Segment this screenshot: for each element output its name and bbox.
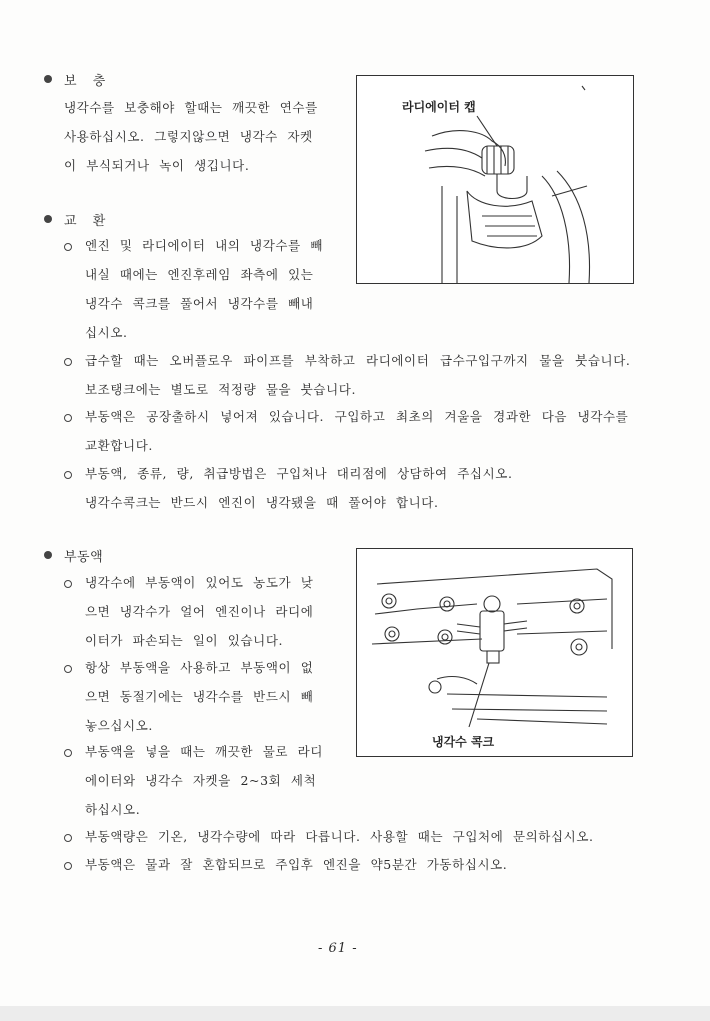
list-item-line: 으면 냉각수가 얼어 엔진이나 라디에 xyxy=(85,604,314,619)
page-number: - 61 - xyxy=(318,941,358,956)
coolant-cock-illustration xyxy=(357,549,632,756)
list-bullet xyxy=(64,834,72,842)
list-item-line: 보조탱크에는 별도로 적정량 물을 붓습니다. xyxy=(85,382,357,397)
list-bullet xyxy=(64,862,72,870)
list-item-line: 부동액은 공장출하시 넣어져 있습니다. 구입하고 최초의 겨울을 경과한 다음 냉각수를 xyxy=(85,409,629,424)
list-bullet xyxy=(64,358,72,366)
list-item-line: 놓으십시오. xyxy=(85,718,153,733)
list-item-line: 교환합니다. xyxy=(85,438,153,453)
list-bullet xyxy=(64,665,72,673)
list-item-line: 이터가 파손되는 일이 있습니다. xyxy=(85,633,284,648)
paragraph-line: 냉각수를 보충해야 할때는 깨끗한 연수를 xyxy=(64,100,318,115)
paragraph-line: 사용하십시오. 그렇지않으면 냉각수 자켓 xyxy=(64,129,313,144)
list-item-line: 내실 때에는 엔진후레임 좌측에 있는 xyxy=(85,267,314,282)
radiator-cap-illustration xyxy=(357,76,633,283)
list-item-line: 엔진 및 라디에이터 내의 냉각수를 빼 xyxy=(85,238,323,253)
list-item-line: 냉각수콕크는 반드시 엔진이 냉각됐을 때 풀어야 합니다. xyxy=(85,495,439,510)
list-item-line: 냉각수에 부동액이 있어도 농도가 낮 xyxy=(85,575,314,590)
list-item-line: 부동액, 종류, 량, 취급방법은 구입처나 대리점에 상담하여 주십시오. xyxy=(85,466,513,481)
list-bullet xyxy=(64,749,72,757)
list-item-line: 부동액을 넣을 때는 깨끗한 물로 라디 xyxy=(85,744,323,759)
coolant-cock-label: 냉각수 콕크 xyxy=(432,735,495,749)
list-bullet xyxy=(64,580,72,588)
section-bullet xyxy=(44,75,52,83)
list-item-line: 부동액량은 기온, 냉각수량에 따라 다릅니다. 사용할 때는 구입처에 문의하십시오. xyxy=(85,829,594,844)
coolant-cock-figure xyxy=(356,548,633,757)
section-bullet xyxy=(44,551,52,559)
list-item-line: 급수할 때는 오버플로우 파이프를 부착하고 라디에이터 급수구입구까지 물을 붓습니다. xyxy=(85,353,631,368)
section-heading-antifreeze: 부동액 xyxy=(64,550,104,565)
list-bullet xyxy=(64,243,72,251)
list-item-line: 항상 부동액을 사용하고 부동액이 없 xyxy=(85,660,314,675)
radiator-cap-label: 라디에이터 캡 xyxy=(402,100,476,114)
list-bullet xyxy=(64,414,72,422)
section-bullet xyxy=(44,215,52,223)
radiator-cap-figure xyxy=(356,75,634,284)
section-heading-replenish: 보 충 xyxy=(64,74,112,89)
scan-edge xyxy=(0,1006,710,1021)
section-heading-exchange: 교 환 xyxy=(64,214,112,229)
list-bullet xyxy=(64,471,72,479)
list-item-line: 으면 동절기에는 냉각수를 반드시 빼 xyxy=(85,689,314,704)
list-item-line: 냉각수 콕크를 풀어서 냉각수를 빼내 xyxy=(85,296,314,311)
list-item-line: 십시오. xyxy=(85,325,128,340)
list-item-line: 하십시오. xyxy=(85,802,141,817)
list-item-line: 에이터와 냉각수 자켓을 2~3회 세척 xyxy=(85,773,317,788)
list-item-line: 부동액은 물과 잘 혼합되므로 주입후 엔진을 약5분간 가동하십시오. xyxy=(85,857,508,872)
paragraph-line: 이 부식되거나 녹이 생깁니다. xyxy=(64,158,250,173)
